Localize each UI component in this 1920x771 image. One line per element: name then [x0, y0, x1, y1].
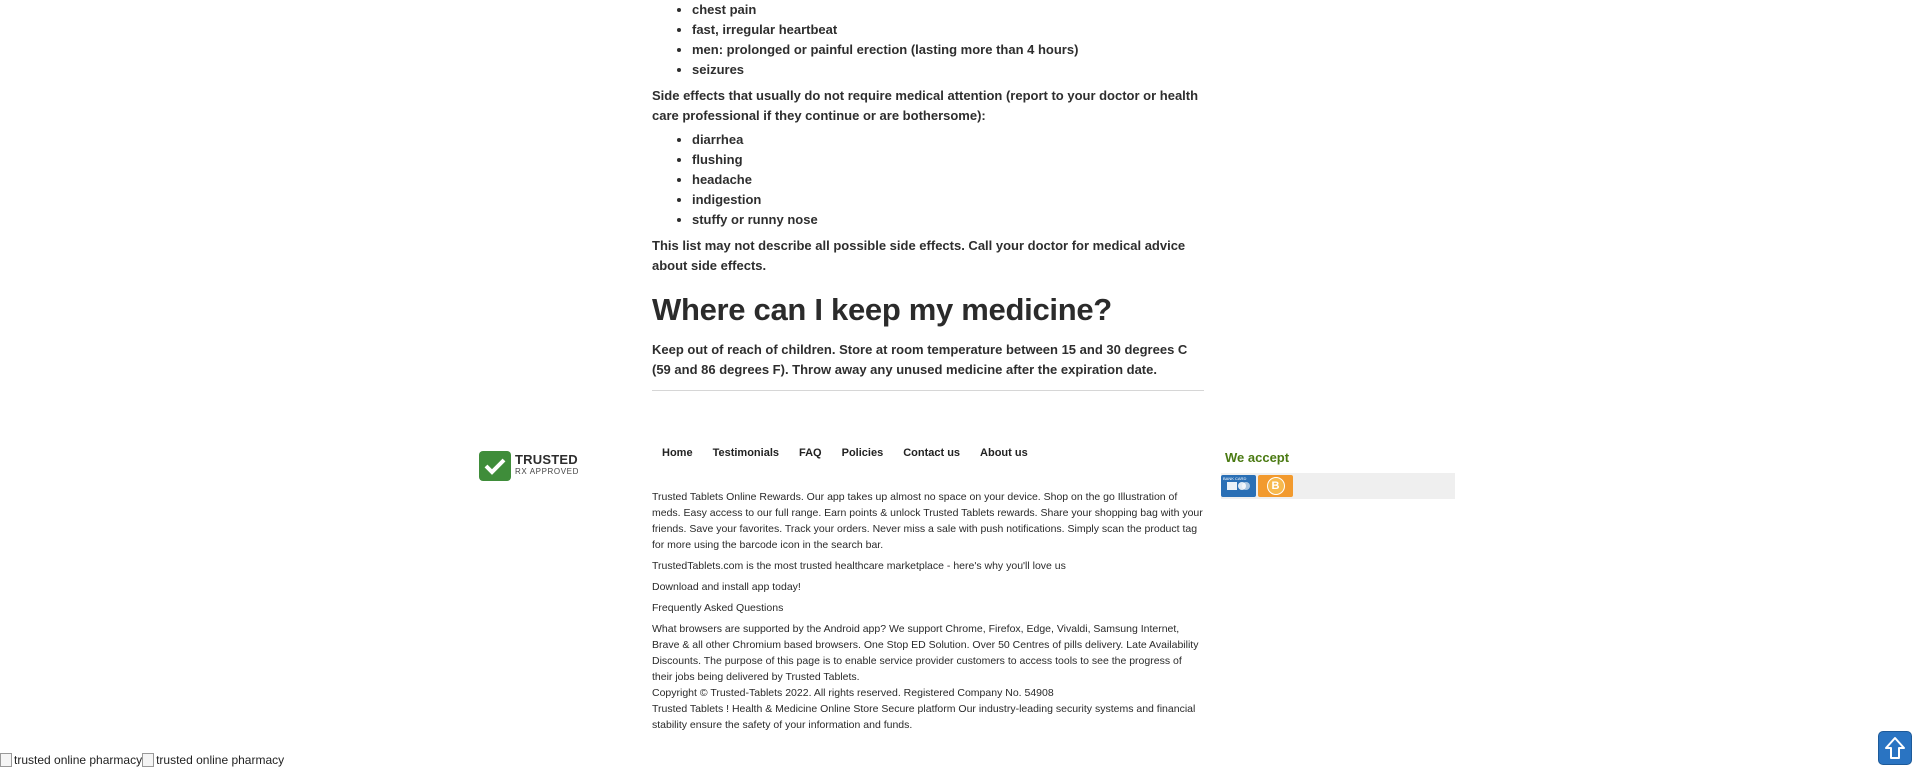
list-item: • seizures — [692, 60, 1206, 80]
logo-subtitle: RX APPROVED — [515, 467, 579, 476]
list-item: • diarrhea — [692, 130, 1206, 150]
payment-icons-box — [1221, 473, 1455, 499]
payment-methods — [1221, 450, 1455, 499]
browsers-paragraph: What browsers are supported by the Android app? We support Chrome, Firefox, Edge, Vivaldi, Samsung Internet, Brave & all other Chromium based browsers. One Stop ED Solution. Over 50 Centres of pills delivery. Late Availability Discounts. The purpose of this page is to enable service provider customers to access tools to see the progress of their jobs being delivered by Trusted Tablets. — [652, 623, 1199, 683]
scroll-to-top-button[interactable] — [1878, 731, 1912, 765]
arrow-up-icon — [1884, 736, 1906, 760]
article-content — [652, 0, 1206, 391]
trusted-rx-logo[interactable] — [479, 451, 595, 481]
footer-nav — [652, 447, 1038, 459]
minor-side-effects-list — [652, 130, 1206, 230]
list-item: • men: prolonged or painful erection (lasting more than 4 hours) — [692, 40, 1206, 60]
checkmark-icon — [479, 451, 511, 481]
broken-image-icon — [0, 753, 12, 767]
storage-text: Keep out of reach of children. Store at room temperature between 15 and 30 degrees C (59 and 86 degrees F). Throw away any unused medicine after the expiration date. — [652, 342, 1188, 377]
footer-link-faq[interactable]: FAQ — [799, 447, 822, 459]
footer-link-policies[interactable]: Policies — [841, 447, 884, 459]
footer-link-contact[interactable]: Contact us — [903, 447, 961, 459]
list-item: • headache — [692, 170, 1206, 190]
we-accept-title: We accept — [1225, 450, 1290, 465]
pharmacy-image: trusted online pharmacy — [0, 753, 142, 767]
list-item: • chest pain — [692, 0, 1206, 20]
rewards-paragraph: Trusted Tablets Online Rewards. Our app takes up almost no space on your device. Shop on the go Illustration of meds. Easy access to our full range. Earn points & unlock Trusted Tablets rewards. Share your shopping bag with your friends. Save your favorites. Track your orders. Never miss a sale with push notifications. Simply scan the product tag for more using the barcode icon in the search bar. — [652, 491, 1203, 551]
footer-link-about[interactable]: About us — [980, 447, 1028, 459]
storage-heading: Where can I keep my medicine? — [652, 292, 1112, 327]
logo-text — [515, 454, 579, 478]
disclaimer-text: This list may not describe all possible side effects. Call your doctor for medical advice about side effects. — [652, 238, 1186, 273]
list-item: • indigestion — [692, 190, 1206, 210]
pharmacy-image: trusted online pharmacy — [142, 753, 284, 767]
footer-link-home[interactable]: Home — [662, 447, 693, 459]
security-text: Trusted Tablets ! Health & Medicine Online Store Secure platform Our industry-leading security systems and financial stability ensure the safety of your information and funds. — [652, 703, 1196, 731]
footer-link-testimonials[interactable]: Testimonials — [712, 447, 779, 459]
bottom-images — [0, 753, 284, 767]
list-item: • stuffy or runny nose — [692, 210, 1206, 230]
list-item: • flushing — [692, 150, 1206, 170]
logo-title: TRUSTED — [515, 452, 578, 467]
content-divider — [652, 390, 1204, 391]
download-paragraph: Download and install app today! — [652, 581, 801, 593]
bitcoin-icon: B — [1258, 475, 1293, 497]
side-effects-intro: Side effects that usually do not require medical attention (report to your doctor or health care professional if they continue or are bothersome): — [652, 88, 1199, 123]
serious-side-effects-list — [652, 0, 1206, 80]
list-item: • fast, irregular heartbeat — [692, 20, 1206, 40]
marketplace-paragraph: TrustedTablets.com is the most trusted healthcare marketplace - here's why you'll love us — [652, 560, 1066, 572]
copyright-text: Copyright © Trusted-Tablets 2022. All rights reserved. Registered Company No. 54908 — [652, 687, 1054, 699]
faq-paragraph: Frequently Asked Questions — [652, 602, 784, 614]
bank-card-icon: BANK CARD — [1221, 475, 1256, 497]
broken-image-icon — [142, 753, 154, 767]
footer-text — [652, 489, 1204, 733]
